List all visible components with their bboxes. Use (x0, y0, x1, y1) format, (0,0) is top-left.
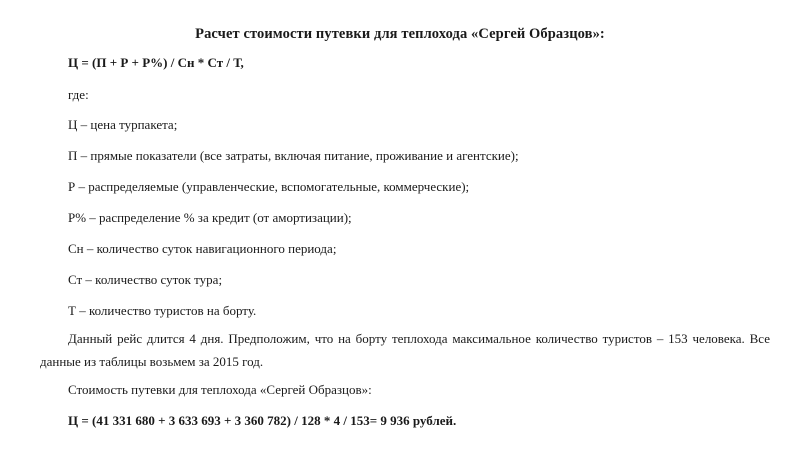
where-line: где: (68, 87, 89, 102)
definition-credit: Р% – распределение % за кредит (от амортизации); (68, 210, 352, 225)
definition-direct: П – прямые показатели (все затраты, включая питание, проживание и агентские); (68, 148, 519, 163)
definition-price: Ц – цена турпакета; (68, 117, 178, 132)
document-title: Расчет стоимости путевки для теплохода «Сергей Образцов»: (195, 26, 605, 42)
body-paragraph: Данный рейс длится 4 дня. Предположим, что на борту теплохода максимальное количество туристов – 153 человека. Все данные из таблицы возьмем за 2015 год. (40, 331, 770, 369)
cost-label: Стоимость путевки для теплохода «Сергей Образцов»: (68, 382, 372, 397)
definition-tourists: Т – количество туристов на борту. (68, 303, 257, 318)
definition-navigation-days: Сн – количество суток навигационного периода; (68, 241, 337, 256)
definition-tour-days: Ст – количество суток тура; (68, 272, 223, 287)
formula-line: Ц = (П + Р + Р%) / Сн * Ст / Т, (68, 55, 244, 70)
definition-distributed: Р – распределяемые (управленческие, вспомогательные, коммерческие); (68, 179, 470, 194)
result-formula: Ц = (41 331 680 + 3 633 693 + 3 360 782) / 128 * 4 / 153= 9 936 рублей. (68, 413, 457, 428)
